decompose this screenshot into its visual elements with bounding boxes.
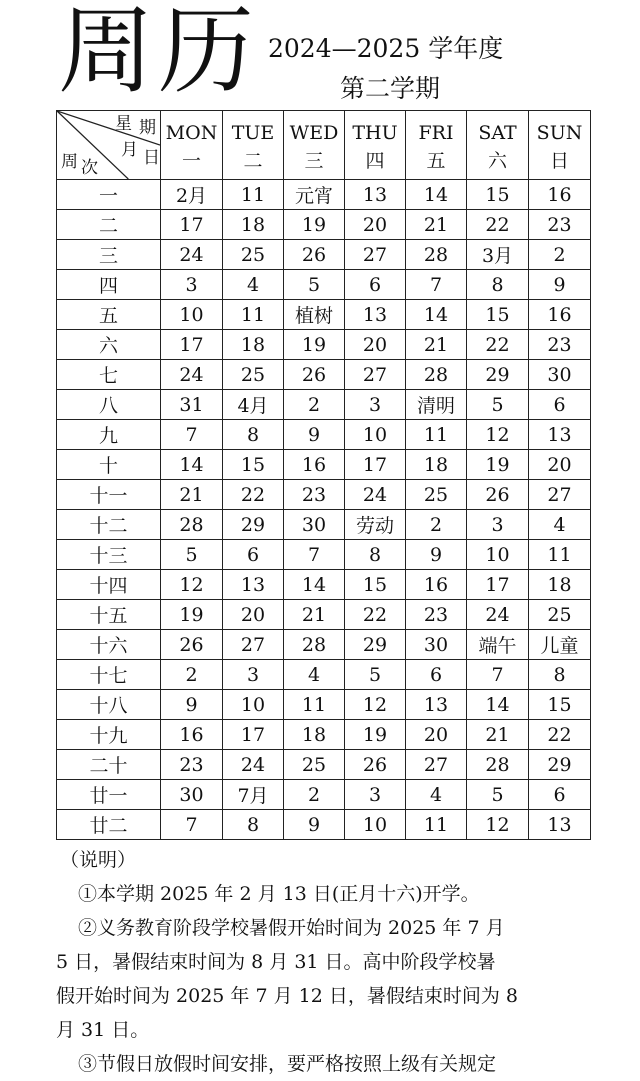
- calendar-date-cell: 22: [223, 480, 284, 510]
- calendar-week-row: [57, 540, 591, 570]
- week-number-cell: 十: [57, 450, 161, 480]
- day-header-tue: [223, 111, 284, 180]
- week-number-cell: 十七: [57, 660, 161, 690]
- calendar-date-cell: 27: [223, 630, 284, 660]
- academic-year-title: 2024—2025 学年度: [268, 34, 504, 63]
- calendar-week-row: [57, 240, 591, 270]
- calendar-date-cell: 6: [345, 270, 406, 300]
- day-header-fri: [406, 111, 467, 180]
- calendar-date-cell: 2: [284, 390, 345, 420]
- week-number-cell: 十八: [57, 690, 161, 720]
- calendar-marker-cell: 端午: [467, 630, 529, 660]
- calendar-date-cell: 2: [529, 240, 591, 270]
- calendar-date-cell: 18: [529, 570, 591, 600]
- calendar-date-cell: 22: [467, 210, 529, 240]
- day-header-thu: [345, 111, 406, 180]
- calendar-date-cell: 8: [345, 540, 406, 570]
- calendar-date-cell: 27: [345, 360, 406, 390]
- calendar-marker-cell: 清明: [406, 390, 467, 420]
- calendar-date-cell: 19: [467, 450, 529, 480]
- calendar-date-cell: 4: [223, 270, 284, 300]
- calendar-date-cell: 23: [284, 480, 345, 510]
- day-cn-label: 二: [243, 150, 263, 172]
- corner-label-zhou: 周: [61, 152, 78, 172]
- day-cn-label: 三: [304, 150, 324, 172]
- calendar-date-cell: 7: [406, 270, 467, 300]
- calendar-date-cell: 28: [406, 240, 467, 270]
- calendar-date-cell: 8: [223, 810, 284, 840]
- week-number-cell: 七: [57, 360, 161, 390]
- calendar-date-cell: 7: [467, 660, 529, 690]
- calendar-week-row: [57, 420, 591, 450]
- calendar-date-cell: 12: [467, 420, 529, 450]
- calendar-date-cell: 5: [467, 780, 529, 810]
- calendar-marker-cell: 元宵: [284, 180, 345, 210]
- calendar-date-cell: 7: [284, 540, 345, 570]
- day-header-wed: [284, 111, 345, 180]
- calendar-marker-cell: 儿童: [529, 630, 591, 660]
- calendar-date-cell: 31: [161, 390, 223, 420]
- calendar-date-cell: 14: [406, 300, 467, 330]
- week-number-cell: 一: [57, 180, 161, 210]
- calendar-date-cell: 3: [223, 660, 284, 690]
- note-item-2-continued: 月 31 日。: [56, 1019, 150, 1041]
- week-number-cell: 二十: [57, 750, 161, 780]
- calendar-date-cell: 28: [284, 630, 345, 660]
- calendar-body: [57, 180, 591, 840]
- week-number-cell: 廿二: [57, 810, 161, 840]
- calendar-date-cell: 30: [406, 630, 467, 660]
- calendar-week-row: [57, 720, 591, 750]
- calendar-date-cell: 23: [529, 210, 591, 240]
- calendar-date-cell: 18: [223, 330, 284, 360]
- calendar-date-cell: 13: [345, 300, 406, 330]
- calendar-date-cell: 17: [345, 450, 406, 480]
- calendar-date-cell: 4: [284, 660, 345, 690]
- calendar-date-cell: 14: [467, 690, 529, 720]
- calendar-date-cell: 7: [161, 420, 223, 450]
- calendar-date-cell: 3: [467, 510, 529, 540]
- week-number-cell: 二: [57, 210, 161, 240]
- calendar-date-cell: 9: [284, 810, 345, 840]
- week-number-cell: 廿一: [57, 780, 161, 810]
- calendar-date-cell: 22: [345, 600, 406, 630]
- calendar-date-cell: 13: [223, 570, 284, 600]
- calendar-date-cell: 30: [529, 360, 591, 390]
- calendar-date-cell: 9: [406, 540, 467, 570]
- calendar-date-cell: 5: [467, 390, 529, 420]
- calendar-date-cell: 26: [467, 480, 529, 510]
- calendar-date-cell: 25: [529, 600, 591, 630]
- calendar-week-row: [57, 180, 591, 210]
- week-number-cell: 五: [57, 300, 161, 330]
- calendar-date-cell: 8: [529, 660, 591, 690]
- calendar-date-cell: 30: [161, 780, 223, 810]
- calendar-date-cell: 15: [467, 300, 529, 330]
- calendar-date-cell: 6: [406, 660, 467, 690]
- calendar-week-row: [57, 330, 591, 360]
- calendar-date-cell: 3: [345, 780, 406, 810]
- calendar-week-row: [57, 690, 591, 720]
- calendar-date-cell: 8: [223, 420, 284, 450]
- note-item-3: ③节假日放假时间安排，要严格按照上级有关规定: [78, 1053, 497, 1075]
- calendar-date-cell: 4: [529, 510, 591, 540]
- note-item-2-continued: 5 日，暑假结束时间为 8 月 31 日。高中阶段学校暑: [56, 951, 496, 973]
- week-number-cell: 十六: [57, 630, 161, 660]
- calendar-date-cell: 11: [529, 540, 591, 570]
- calendar-date-cell: 16: [406, 570, 467, 600]
- calendar-date-cell: 29: [223, 510, 284, 540]
- calendar-date-cell: 2: [161, 660, 223, 690]
- calendar-week-row: [57, 270, 591, 300]
- day-cn-label: 五: [426, 150, 446, 172]
- calendar-date-cell: 24: [345, 480, 406, 510]
- calendar-date-cell: 23: [161, 750, 223, 780]
- calendar-date-cell: 28: [406, 360, 467, 390]
- calendar-date-cell: 3: [345, 390, 406, 420]
- calendar-date-cell: 18: [223, 210, 284, 240]
- calendar-week-row: [57, 360, 591, 390]
- week-number-cell: 十五: [57, 600, 161, 630]
- calendar-date-cell: 10: [467, 540, 529, 570]
- calendar-date-cell: 21: [161, 480, 223, 510]
- calendar-date-cell: 20: [345, 330, 406, 360]
- calendar-date-cell: 25: [284, 750, 345, 780]
- calendar-date-cell: 9: [284, 420, 345, 450]
- calendar-date-cell: 25: [406, 480, 467, 510]
- day-en-label: SAT: [478, 122, 517, 144]
- day-en-label: TUE: [231, 122, 275, 144]
- corner-label-ci: 次: [81, 158, 98, 178]
- calendar-date-cell: 21: [406, 330, 467, 360]
- calendar-date-cell: 23: [406, 600, 467, 630]
- calendar-date-cell: 3: [161, 270, 223, 300]
- calendar-date-cell: 28: [161, 510, 223, 540]
- calendar-date-cell: 17: [467, 570, 529, 600]
- calendar-marker-cell: 7月: [223, 780, 284, 810]
- term-title: 第二学期: [340, 74, 441, 103]
- calendar-date-cell: 19: [284, 330, 345, 360]
- calendar-date-cell: 5: [284, 270, 345, 300]
- note-item-2: ②义务教育阶段学校暑假开始时间为 2025 年 7 月: [78, 917, 505, 939]
- calendar-date-cell: 20: [345, 210, 406, 240]
- calendar-date-cell: 6: [529, 390, 591, 420]
- calendar-date-cell: 17: [161, 210, 223, 240]
- calendar-date-cell: 14: [406, 180, 467, 210]
- calendar-date-cell: 30: [284, 510, 345, 540]
- calendar-marker-cell: 4月: [223, 390, 284, 420]
- calendar-date-cell: 17: [223, 720, 284, 750]
- calendar-date-cell: 26: [161, 630, 223, 660]
- week-number-cell: 六: [57, 330, 161, 360]
- calendar-date-cell: 20: [406, 720, 467, 750]
- calendar-date-cell: 2: [406, 510, 467, 540]
- day-cn-label: 日: [549, 150, 569, 172]
- week-number-cell: 十四: [57, 570, 161, 600]
- calendar-date-cell: 24: [161, 360, 223, 390]
- week-number-cell: 八: [57, 390, 161, 420]
- calendar-date-cell: 22: [467, 330, 529, 360]
- calendar-date-cell: 15: [529, 690, 591, 720]
- calendar-date-cell: 10: [223, 690, 284, 720]
- calendar-date-cell: 19: [161, 600, 223, 630]
- calendar-date-cell: 15: [345, 570, 406, 600]
- calendar-date-cell: 21: [284, 600, 345, 630]
- corner-label-ri: 日: [143, 148, 160, 168]
- calendar-week-row: [57, 210, 591, 240]
- day-en-label: FRI: [418, 122, 454, 144]
- week-number-cell: 十二: [57, 510, 161, 540]
- calendar-marker-cell: 植树: [284, 300, 345, 330]
- calendar-date-cell: 24: [223, 750, 284, 780]
- calendar-date-cell: 13: [529, 420, 591, 450]
- calendar-date-cell: 14: [284, 570, 345, 600]
- calendar-date-cell: 29: [345, 630, 406, 660]
- calendar-date-cell: 5: [345, 660, 406, 690]
- calendar-week-row: [57, 390, 591, 420]
- corner-label-yue: 月: [121, 140, 138, 160]
- day-en-label: WED: [289, 122, 339, 144]
- calendar-date-cell: 12: [345, 690, 406, 720]
- calendar-week-row: [57, 810, 591, 840]
- calendar-date-cell: 23: [529, 330, 591, 360]
- calendar-date-cell: 24: [161, 240, 223, 270]
- calendar-week-row: [57, 750, 591, 780]
- notes-title: （说明）: [60, 849, 137, 871]
- calendar-date-cell: 11: [284, 690, 345, 720]
- calendar-date-cell: 6: [529, 780, 591, 810]
- calendar-date-cell: 17: [161, 330, 223, 360]
- calendar-date-cell: 19: [345, 720, 406, 750]
- calendar-date-cell: 29: [529, 750, 591, 780]
- calendar-date-cell: 10: [345, 420, 406, 450]
- day-cn-label: 四: [365, 150, 385, 172]
- calendar-date-cell: 15: [467, 180, 529, 210]
- corner-header-cell: [57, 111, 161, 180]
- calendar-week-row: [57, 660, 591, 690]
- calendar-date-cell: 13: [406, 690, 467, 720]
- calendar-date-cell: 29: [467, 360, 529, 390]
- calendar-date-cell: 16: [529, 300, 591, 330]
- week-number-cell: 十九: [57, 720, 161, 750]
- calendar-date-cell: 12: [467, 810, 529, 840]
- day-en-label: MON: [165, 122, 218, 144]
- calendar-week-row: [57, 480, 591, 510]
- calendar-date-cell: 2: [284, 780, 345, 810]
- calendar-marker-cell: 2月: [161, 180, 223, 210]
- week-number-cell: 九: [57, 420, 161, 450]
- day-header-mon: [161, 111, 223, 180]
- week-number-cell: 十三: [57, 540, 161, 570]
- calendar-date-cell: 21: [467, 720, 529, 750]
- day-header-sun: [529, 111, 591, 180]
- week-number-cell: 四: [57, 270, 161, 300]
- note-item-2-continued: 假开始时间为 2025 年 7 月 12 日，暑假结束时间为 8: [56, 985, 518, 1007]
- calendar-date-cell: 26: [345, 750, 406, 780]
- calendar-date-cell: 19: [284, 210, 345, 240]
- calendar-date-cell: 5: [161, 540, 223, 570]
- calendar-date-cell: 18: [284, 720, 345, 750]
- calendar-date-cell: 15: [223, 450, 284, 480]
- notes-section: [56, 843, 596, 1081]
- calendar-date-cell: 25: [223, 240, 284, 270]
- day-en-label: THU: [352, 122, 398, 144]
- day-header-sat: [467, 111, 529, 180]
- calendar-marker-cell: 3月: [467, 240, 529, 270]
- calendar-date-cell: 10: [161, 300, 223, 330]
- calendar-week-row: [57, 600, 591, 630]
- calendar-date-cell: 22: [529, 720, 591, 750]
- week-number-cell: 十一: [57, 480, 161, 510]
- calendar-date-cell: 6: [223, 540, 284, 570]
- calendar-date-cell: 11: [406, 420, 467, 450]
- calendar-week-row: [57, 450, 591, 480]
- calendar-date-cell: 26: [284, 240, 345, 270]
- calendar-date-cell: 25: [223, 360, 284, 390]
- calendar-date-cell: 11: [223, 300, 284, 330]
- calendar-week-row: [57, 780, 591, 810]
- calendar-date-cell: 7: [161, 810, 223, 840]
- calendar-header-row: [57, 111, 591, 180]
- calendar-date-cell: 14: [161, 450, 223, 480]
- week-number-cell: 三: [57, 240, 161, 270]
- calendar-date-cell: 8: [467, 270, 529, 300]
- calendar-marker-cell: 劳动: [345, 510, 406, 540]
- calendar-date-cell: 21: [406, 210, 467, 240]
- day-cn-label: 六: [487, 150, 507, 172]
- corner-label-xing: 星: [115, 114, 132, 134]
- calendar-date-cell: 24: [467, 600, 529, 630]
- calendar-date-cell: 9: [529, 270, 591, 300]
- calendar-date-cell: 13: [529, 810, 591, 840]
- calendar-date-cell: 12: [161, 570, 223, 600]
- calendar-week-row: [57, 510, 591, 540]
- calendar-date-cell: 16: [284, 450, 345, 480]
- calendar-date-cell: 27: [345, 240, 406, 270]
- corner-label-qi: 期: [139, 118, 156, 138]
- page-title: 周历: [58, 0, 258, 107]
- calendar-date-cell: 26: [284, 360, 345, 390]
- calendar-date-cell: 11: [223, 180, 284, 210]
- calendar-date-cell: 27: [406, 750, 467, 780]
- calendar-date-cell: 13: [345, 180, 406, 210]
- calendar-date-cell: 4: [406, 780, 467, 810]
- calendar-date-cell: 9: [161, 690, 223, 720]
- calendar-date-cell: 18: [406, 450, 467, 480]
- calendar-week-row: [57, 300, 591, 330]
- weekly-calendar-table: [56, 110, 591, 840]
- calendar-date-cell: 28: [467, 750, 529, 780]
- calendar-date-cell: 10: [345, 810, 406, 840]
- calendar-date-cell: 27: [529, 480, 591, 510]
- calendar-week-row: [57, 630, 591, 660]
- calendar-date-cell: 20: [529, 450, 591, 480]
- day-en-label: SUN: [536, 122, 583, 144]
- calendar-date-cell: 20: [223, 600, 284, 630]
- calendar-date-cell: 16: [161, 720, 223, 750]
- note-item-1: ①本学期 2025 年 2 月 13 日(正月十六)开学。: [78, 883, 480, 905]
- calendar-date-cell: 16: [529, 180, 591, 210]
- calendar-date-cell: 11: [406, 810, 467, 840]
- calendar-week-row: [57, 570, 591, 600]
- day-cn-label: 一: [181, 150, 201, 172]
